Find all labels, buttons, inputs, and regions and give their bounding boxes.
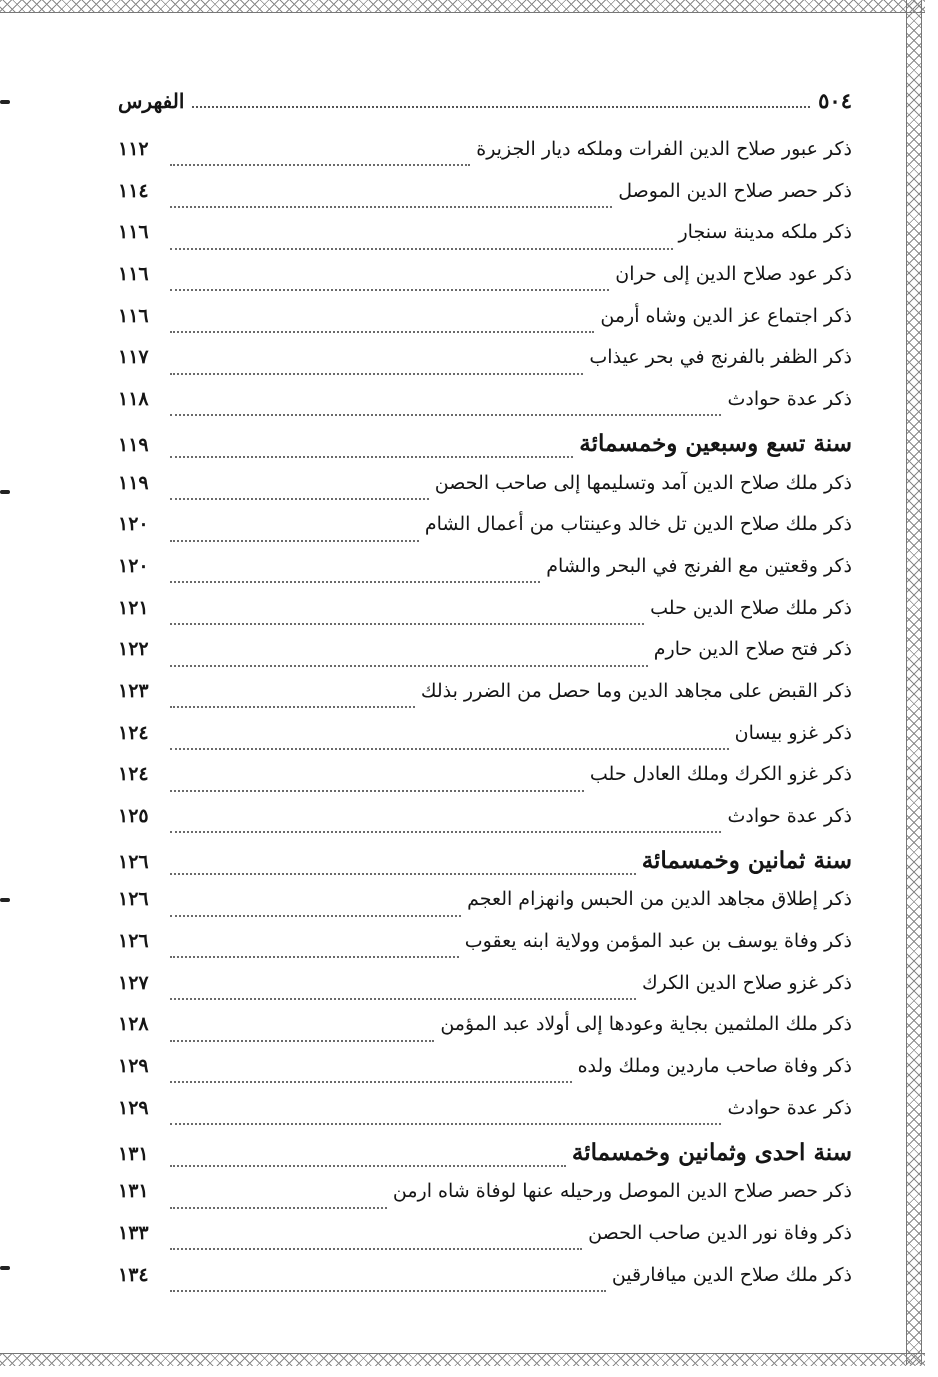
entry-page-number: ١٢٠	[118, 554, 149, 577]
entry-page-number: ١٣٤	[118, 1263, 149, 1286]
entry-title: ذكر فتح صلاح الدين حارم	[653, 638, 852, 661]
entry-title: ذكر حصر صلاح الدين الموصل ورحيله عنها لوفاة شاه ارمن	[392, 1180, 852, 1203]
scan-edge-mark	[0, 898, 10, 902]
entry-page-number: ١٢٨	[118, 1013, 149, 1036]
dot-leader	[170, 413, 721, 416]
index-entry	[118, 930, 852, 972]
entry-title: ذكر الظفر بالفرنج في بحر عيذاب	[589, 346, 852, 369]
dot-leader	[170, 1247, 582, 1250]
entry-title: ذكر غزو صلاح الدين الكرك	[642, 971, 852, 994]
index-entry	[118, 263, 852, 305]
dot-leader	[170, 955, 459, 958]
dot-leader	[170, 372, 583, 375]
ornamental-border-right	[906, 0, 922, 1365]
entry-page-number: ١٢١	[118, 596, 149, 619]
entry-title: ذكر غزو بيسان	[734, 721, 852, 744]
entry-title: ذكر عدة حوادث	[727, 1096, 852, 1119]
header-leader-line	[192, 105, 810, 108]
entry-title: ذكر ملك الملثمين بجاية وعودها إلى أولاد عبد المؤمن	[440, 1013, 852, 1036]
index-entry	[118, 972, 852, 1014]
dot-leader	[170, 705, 415, 708]
dot-leader	[170, 1289, 606, 1292]
index-entry	[118, 472, 852, 514]
entry-title: ذكر إطلاق مجاهد الدين من الحبس وانهزام العجم	[467, 888, 852, 911]
index-entry	[118, 1264, 852, 1306]
dot-leader	[170, 163, 470, 166]
index-list	[118, 138, 852, 1305]
entry-title: ذكر عدة حوادث	[727, 805, 852, 827]
entry-title: ذكر ملك صلاح الدين حلب	[650, 596, 852, 619]
dot-leader	[170, 664, 648, 667]
running-title: الفهرس	[118, 89, 185, 113]
page-header	[118, 88, 852, 124]
entry-page-number: ١٢٦	[118, 850, 149, 873]
entry-title: ذكر ملك صلاح الدين آمد وتسليمها إلى صاحب الحصن	[434, 471, 852, 494]
entry-page-number: ١١٦	[118, 263, 149, 286]
dot-leader	[170, 539, 419, 542]
dot-leader	[170, 1122, 721, 1125]
entry-page-number: ١٣٣	[118, 1221, 149, 1244]
entry-page-number: ١٣١	[118, 1180, 149, 1203]
index-entry	[118, 680, 852, 722]
entry-page-number: ١١٦	[118, 304, 149, 327]
entry-page-number: ١٢٤	[118, 763, 149, 786]
index-entry	[118, 1055, 852, 1097]
index-year-heading	[118, 847, 852, 889]
entry-page-number: ١٣١	[118, 1142, 149, 1165]
dot-leader	[170, 247, 673, 250]
entry-page-number: ١٢٦	[118, 930, 149, 953]
entry-page-number: ١٢٧	[118, 971, 149, 994]
entry-page-number: ١٢٠	[118, 513, 149, 536]
entry-title: سنة تسع وسبعين وخمسمائة	[579, 429, 852, 457]
entry-page-number: ١١٨	[118, 388, 149, 411]
index-entry	[118, 805, 852, 847]
index-entry	[118, 555, 852, 597]
index-entry	[118, 1013, 852, 1055]
dot-leader	[170, 580, 540, 583]
index-entry	[118, 722, 852, 764]
entry-title: ذكر وفاة صاحب ماردين وملك ولده	[577, 1055, 852, 1078]
index-year-heading	[118, 1139, 852, 1181]
entry-title: ذكر وفاة نور الدين صاحب الحصن	[588, 1221, 852, 1244]
entry-title: ذكر عدة حوادث	[727, 388, 852, 411]
ornamental-border-top	[0, 0, 925, 13]
page-number: ٥٠٤	[818, 88, 852, 113]
entry-page-number: ١١٤	[118, 179, 149, 202]
dot-leader	[170, 872, 636, 875]
entry-title: ذكر ملكه مدينة سنجار	[678, 221, 852, 244]
ornamental-border-bottom	[0, 1353, 925, 1366]
dot-leader	[170, 830, 721, 833]
dot-leader	[170, 497, 429, 500]
scan-edge-mark	[0, 1266, 10, 1270]
dot-leader	[170, 288, 609, 291]
dot-leader	[170, 1039, 434, 1042]
entry-page-number: ١١٦	[118, 221, 149, 244]
dot-leader	[170, 622, 644, 625]
entry-page-number: ١٢٥	[118, 805, 149, 827]
dot-leader	[170, 205, 612, 208]
dot-leader	[170, 455, 573, 458]
dot-leader	[170, 789, 584, 792]
entry-page-number: ١٢٣	[118, 679, 149, 702]
index-entry	[118, 388, 852, 430]
scan-edge-mark	[0, 100, 10, 104]
dot-leader	[170, 914, 461, 917]
entry-page-number: ١١٧	[118, 346, 149, 369]
dot-leader	[170, 1206, 387, 1209]
index-entry	[118, 763, 852, 805]
index-entry	[118, 180, 852, 222]
index-entry	[118, 305, 852, 347]
entry-title: ذكر اجتماع عز الدين وشاه أرمن	[600, 304, 852, 327]
entry-title: سنة احدى وثمانين وخمسمائة	[571, 1138, 852, 1166]
index-year-heading	[118, 430, 852, 472]
entry-page-number: ١٢٩	[118, 1096, 149, 1119]
dot-leader	[170, 1080, 572, 1083]
entry-page-number: ١١٢	[118, 138, 149, 160]
entry-title: ذكر حصر صلاح الدين الموصل	[618, 179, 852, 202]
entry-title: ذكر عبور صلاح الدين الفرات وملكه ديار الجزيرة	[476, 138, 852, 160]
entry-title: ذكر ملك صلاح الدين ميافارقين	[611, 1263, 852, 1286]
index-entry	[118, 1180, 852, 1222]
index-entry	[118, 221, 852, 263]
index-entry	[118, 1097, 852, 1139]
dot-leader	[170, 747, 729, 750]
entry-page-number: ١٢٦	[118, 888, 149, 911]
entry-title: ذكر وقعتين مع الفرنج في البحر والشام	[546, 554, 852, 577]
index-entry	[118, 346, 852, 388]
index-entry	[118, 1222, 852, 1264]
entry-title: ذكر وفاة يوسف بن عبد المؤمن وولاية ابنه يعقوب	[464, 930, 852, 953]
dot-leader	[170, 330, 594, 333]
dot-leader	[170, 997, 636, 1000]
dot-leader	[170, 1164, 566, 1167]
index-entry	[118, 888, 852, 930]
entry-title: ذكر القبض على مجاهد الدين وما حصل من الضرر بذلك	[420, 679, 852, 702]
index-entry	[118, 513, 852, 555]
entry-title: ذكر ملك صلاح الدين تل خالد وعينتاب من أعمال الشام	[424, 513, 852, 536]
scan-edge-mark	[0, 490, 10, 494]
entry-title: ذكر غزو الكرك وملك العادل حلب	[589, 763, 852, 786]
entry-page-number: ١٢٢	[118, 638, 149, 661]
entry-title: سنة ثمانين وخمسمائة	[641, 846, 852, 874]
index-entry	[118, 138, 852, 180]
index-entry	[118, 597, 852, 639]
entry-title: ذكر عود صلاح الدين إلى حران	[615, 263, 852, 286]
index-entry	[118, 638, 852, 680]
entry-page-number: ١٢٩	[118, 1055, 149, 1078]
entry-page-number: ١١٩	[118, 471, 149, 494]
entry-page-number: ١٢٤	[118, 721, 149, 744]
entry-page-number: ١١٩	[118, 433, 149, 456]
